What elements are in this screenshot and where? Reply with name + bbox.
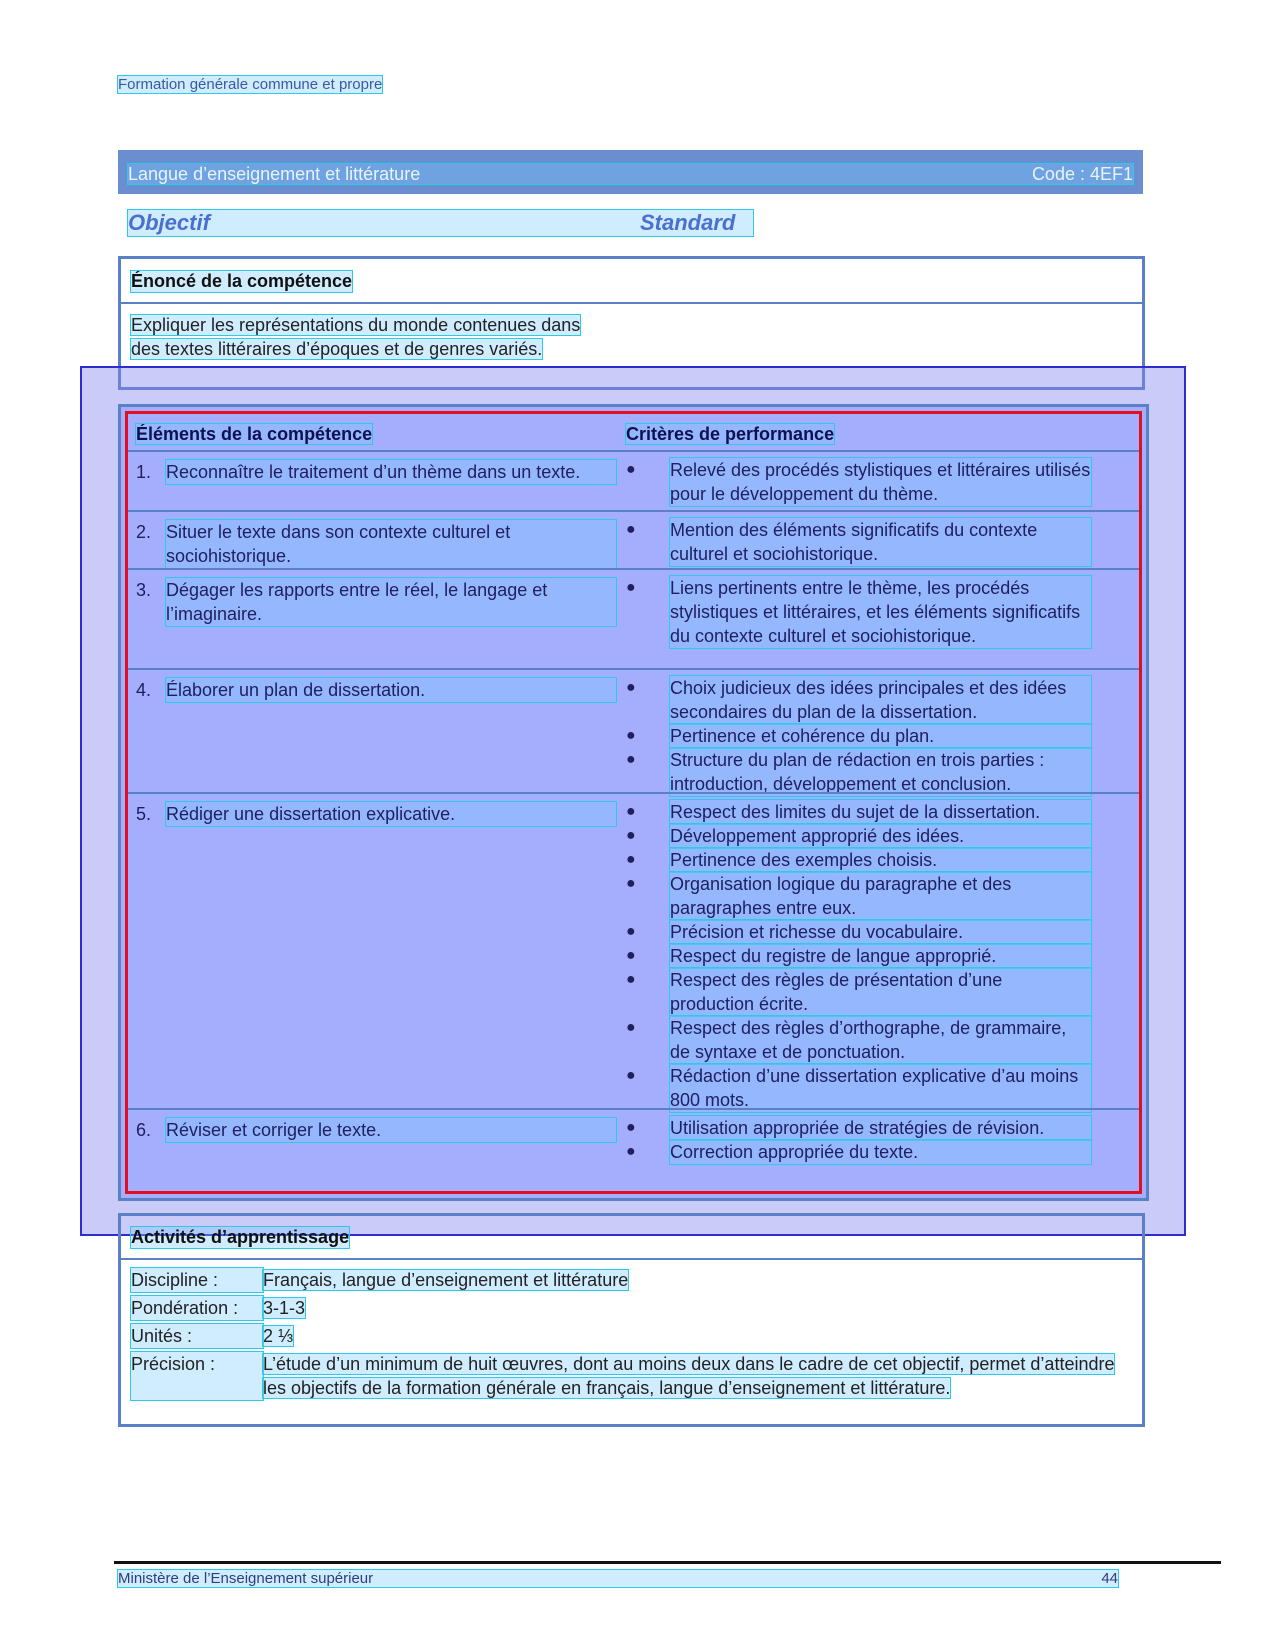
ponderation-label: Pondération : <box>131 1296 263 1320</box>
criterion-item: ● Correction appropriée du texte. <box>626 1140 1091 1164</box>
bullet-icon: ● <box>626 851 636 868</box>
standard-label: Standard <box>640 210 736 235</box>
bullet-icon: ● <box>626 751 636 768</box>
criterion-item: ● Liens pertinents entre le thème, les procédés stylistiques et littéraires, et les éléments significatifs du contexte culturel et sociohistorique. <box>626 576 1091 648</box>
bullet-icon: ● <box>626 461 636 478</box>
page-footer <box>118 1570 1118 1587</box>
criterion-item: ● Respect des limites du sujet de la dissertation. <box>626 800 1091 824</box>
activites-box <box>118 1213 1145 1427</box>
discipline-row <box>131 1268 1131 1292</box>
element-number: 2. <box>136 522 152 542</box>
page-number: 44 <box>1101 1570 1118 1587</box>
element-text: Rédiger une dissertation explicative. <box>166 802 616 826</box>
precision-value: L’étude d’un minimum de huit œuvres, dont au moins deux dans le cadre de cet objectif, permet d’atteindre les objectifs de la formation générale en français, langue d’enseignement et littérature. <box>263 1354 1115 1398</box>
criterion-item: ● Utilisation appropriée de stratégies de révision. <box>626 1116 1091 1140</box>
objectif-label: Objectif <box>128 210 210 235</box>
element-number: 6. <box>136 1120 152 1140</box>
bullet-icon: ● <box>626 1119 636 1136</box>
title-bar <box>118 150 1143 194</box>
criterion-item: ● Choix judicieux des idées principales et des idées secondaires du plan de la dissertation. <box>626 676 1091 724</box>
table-row <box>128 668 1139 794</box>
col-elements-heading: Éléments de la compétence <box>136 424 373 444</box>
element-number: 1. <box>136 462 152 482</box>
criterion-item: ● Structure du plan de rédaction en trois parties : introduction, développement et conclusion. <box>626 748 1091 796</box>
bullet-icon: ● <box>626 827 636 844</box>
table-header-row <box>128 414 1139 450</box>
ponderation-value: 3-1-3 <box>263 1298 306 1318</box>
enonce-text: Expliquer les représentations du monde contenues dans des textes littéraires d’époques et de genres variés. <box>131 315 581 359</box>
element-text: Reconnaître le traitement d’un thème dans un texte. <box>166 460 616 484</box>
table-row <box>128 510 1139 570</box>
criterion-item: ● Développement approprié des idées. <box>626 824 1091 848</box>
page-header: Formation générale commune et propre <box>118 76 383 93</box>
activites-heading: Activités d’apprentissage <box>131 1227 350 1247</box>
bullet-icon: ● <box>626 803 636 820</box>
criterion-item: ● Précision et richesse du vocabulaire. <box>626 920 1091 944</box>
element-text: Situer le texte dans son contexte culturel et sociohistorique. <box>166 520 616 568</box>
course-title: Langue d’enseignement et littérature <box>128 164 421 184</box>
discipline-label: Discipline : <box>131 1268 263 1292</box>
criterion-item: ● Relevé des procédés stylistiques et littéraires utilisés pour le développement du thème. <box>626 460 1091 504</box>
element-number: 5. <box>136 804 152 824</box>
bullet-icon: ● <box>626 727 636 744</box>
element-text: Élaborer un plan de dissertation. <box>166 678 616 702</box>
criterion-item: ● Respect des règles de présentation d’une production écrite. <box>626 968 1091 1016</box>
competence-table <box>125 411 1142 1194</box>
bullet-icon: ● <box>626 521 636 538</box>
bullet-icon: ● <box>626 579 636 596</box>
footer-ministry: Ministère de l’Enseignement supérieur <box>118 1570 374 1587</box>
criterion-item: ● Pertinence des exemples choisis. <box>626 848 1091 872</box>
discipline-value: Français, langue d’enseignement et littérature <box>263 1270 629 1290</box>
criterion-item: ● Organisation logique du paragraphe et des paragraphes entre eux. <box>626 872 1091 920</box>
criterion-item: ● Respect des règles d’orthographe, de grammaire, de syntaxe et de ponctuation. <box>626 1016 1091 1064</box>
table-row <box>128 568 1139 670</box>
table-row <box>128 1108 1139 1194</box>
competence-table-box <box>118 404 1149 1201</box>
table-row <box>128 450 1139 512</box>
ponderation-row <box>131 1296 1131 1320</box>
col-criteres-heading: Critères de performance <box>626 424 835 444</box>
bullet-icon: ● <box>626 1067 636 1084</box>
precision-row <box>131 1352 1131 1400</box>
unites-value: 2 ⅓ <box>263 1326 294 1346</box>
element-number: 3. <box>136 580 152 600</box>
bullet-icon: ● <box>626 679 636 696</box>
bullet-icon: ● <box>626 1143 636 1160</box>
divider <box>121 1258 1142 1260</box>
course-code: Code : 4EF1 <box>1031 164 1133 184</box>
table-row <box>128 792 1139 1110</box>
bullet-icon: ● <box>626 1019 636 1036</box>
unites-row <box>131 1324 1131 1348</box>
bullet-icon: ● <box>626 947 636 964</box>
bullet-icon: ● <box>626 923 636 940</box>
divider <box>121 302 1142 304</box>
enonce-heading: Énoncé de la compétence <box>131 271 353 291</box>
element-number: 4. <box>136 680 152 700</box>
element-text: Dégager les rapports entre le réel, le langage et l’imaginaire. <box>166 578 616 626</box>
criterion-item: ● Respect du registre de langue approprié. <box>626 944 1091 968</box>
criterion-item: ● Pertinence et cohérence du plan. <box>626 724 1091 748</box>
criterion-item: ● Rédaction d’une dissertation explicative d’au moins 800 mots. <box>626 1064 1091 1112</box>
precision-label: Précision : <box>131 1352 263 1400</box>
objectif-row <box>128 210 753 236</box>
element-text: Réviser et corriger le texte. <box>166 1118 616 1142</box>
bullet-icon: ● <box>626 875 636 892</box>
unites-label: Unités : <box>131 1324 263 1348</box>
footer-rule <box>114 1561 1221 1564</box>
criterion-item: ● Mention des éléments significatifs du contexte culturel et sociohistorique. <box>626 518 1091 566</box>
bullet-icon: ● <box>626 971 636 988</box>
